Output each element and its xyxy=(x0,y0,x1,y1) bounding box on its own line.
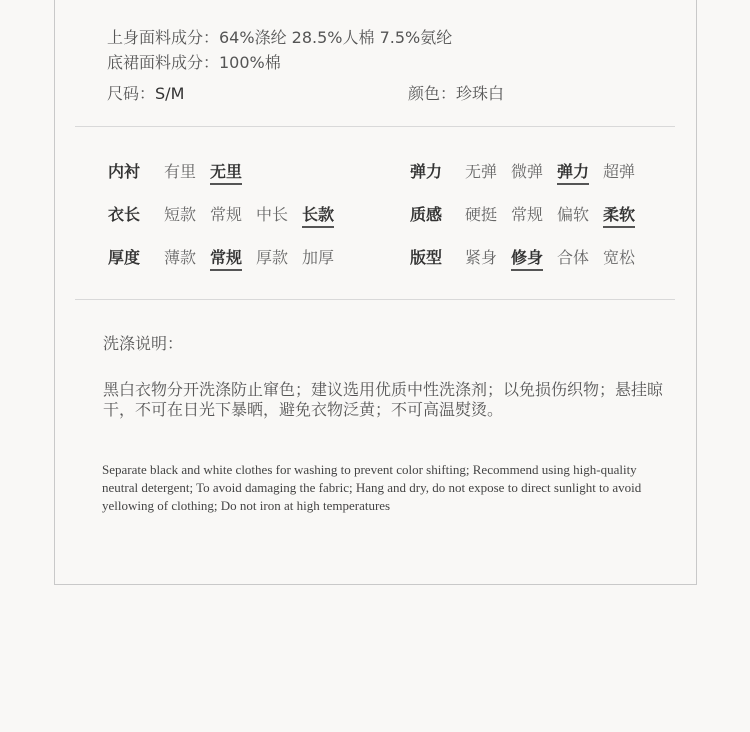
attribute-option-selected: 常规 xyxy=(210,245,242,271)
attribute-label: 衣长 xyxy=(108,205,141,224)
attribute-label: 质感 xyxy=(410,205,443,224)
divider-top xyxy=(75,126,675,127)
attribute-option: 硬挺 xyxy=(465,205,498,224)
attribute-option: 常规 xyxy=(210,205,243,224)
care-instructions-zh: 黑白衣物分开洗涤防止窜色；建议选用优质中性洗涤剂；以免损伤织物；悬挂晾干，不可在日光下暴晒，避免衣物泛黄；不可高温熨烫。 xyxy=(103,380,664,419)
attribute-option-selected: 无里 xyxy=(210,159,242,185)
color-label: 颜色： xyxy=(408,84,457,103)
size-value: S/M xyxy=(155,84,185,103)
attribute-label: 弹力 xyxy=(410,162,443,181)
color-value: 珍珠白 xyxy=(456,84,505,103)
attribute-option: 偏软 xyxy=(557,205,590,224)
attribute-option: 微弹 xyxy=(511,162,544,181)
attribute-option: 紧身 xyxy=(465,248,498,267)
attribute-option: 中长 xyxy=(256,205,289,224)
attribute-option-selected: 柔软 xyxy=(603,202,635,228)
attribute-option: 短款 xyxy=(164,205,197,224)
attribute-option: 常规 xyxy=(511,205,544,224)
attribute-option: 宽松 xyxy=(603,248,636,267)
size-info xyxy=(107,81,184,104)
skirt-fabric-composition: 底裙面料成分：100%棉 xyxy=(107,53,281,72)
top-fabric-composition: 上身面料成分：64%涤纶 28.5%人棉 7.5%氨纶 xyxy=(107,28,453,47)
care-instructions-en: Separate black and white clothes for washing to prevent color shifting; Recommend using high-quality neutral detergent; To avoid damaging the fabric; Hang and dry, do not expose to direct sunlight to avoid yellowing of clothing; Do not iron at high temperatures xyxy=(102,462,642,513)
attribute-option: 加厚 xyxy=(302,248,335,267)
attribute-label: 版型 xyxy=(410,248,443,267)
attribute-option: 超弹 xyxy=(603,162,636,181)
attribute-label: 内衬 xyxy=(108,162,141,181)
attribute-option-selected: 长款 xyxy=(302,202,334,228)
attribute-option: 厚款 xyxy=(256,248,289,267)
attribute-option: 薄款 xyxy=(164,248,197,267)
care-title: 洗涤说明： xyxy=(103,334,184,353)
divider-bottom xyxy=(75,299,675,300)
attribute-option-selected: 修身 xyxy=(511,245,543,271)
color-info xyxy=(408,81,504,104)
attribute-label: 厚度 xyxy=(108,248,141,267)
attribute-option: 合体 xyxy=(557,248,590,267)
attribute-option: 无弹 xyxy=(465,162,498,181)
attribute-option-selected: 弹力 xyxy=(557,159,589,185)
size-label: 尺码： xyxy=(107,84,156,103)
attribute-option: 有里 xyxy=(164,162,197,181)
